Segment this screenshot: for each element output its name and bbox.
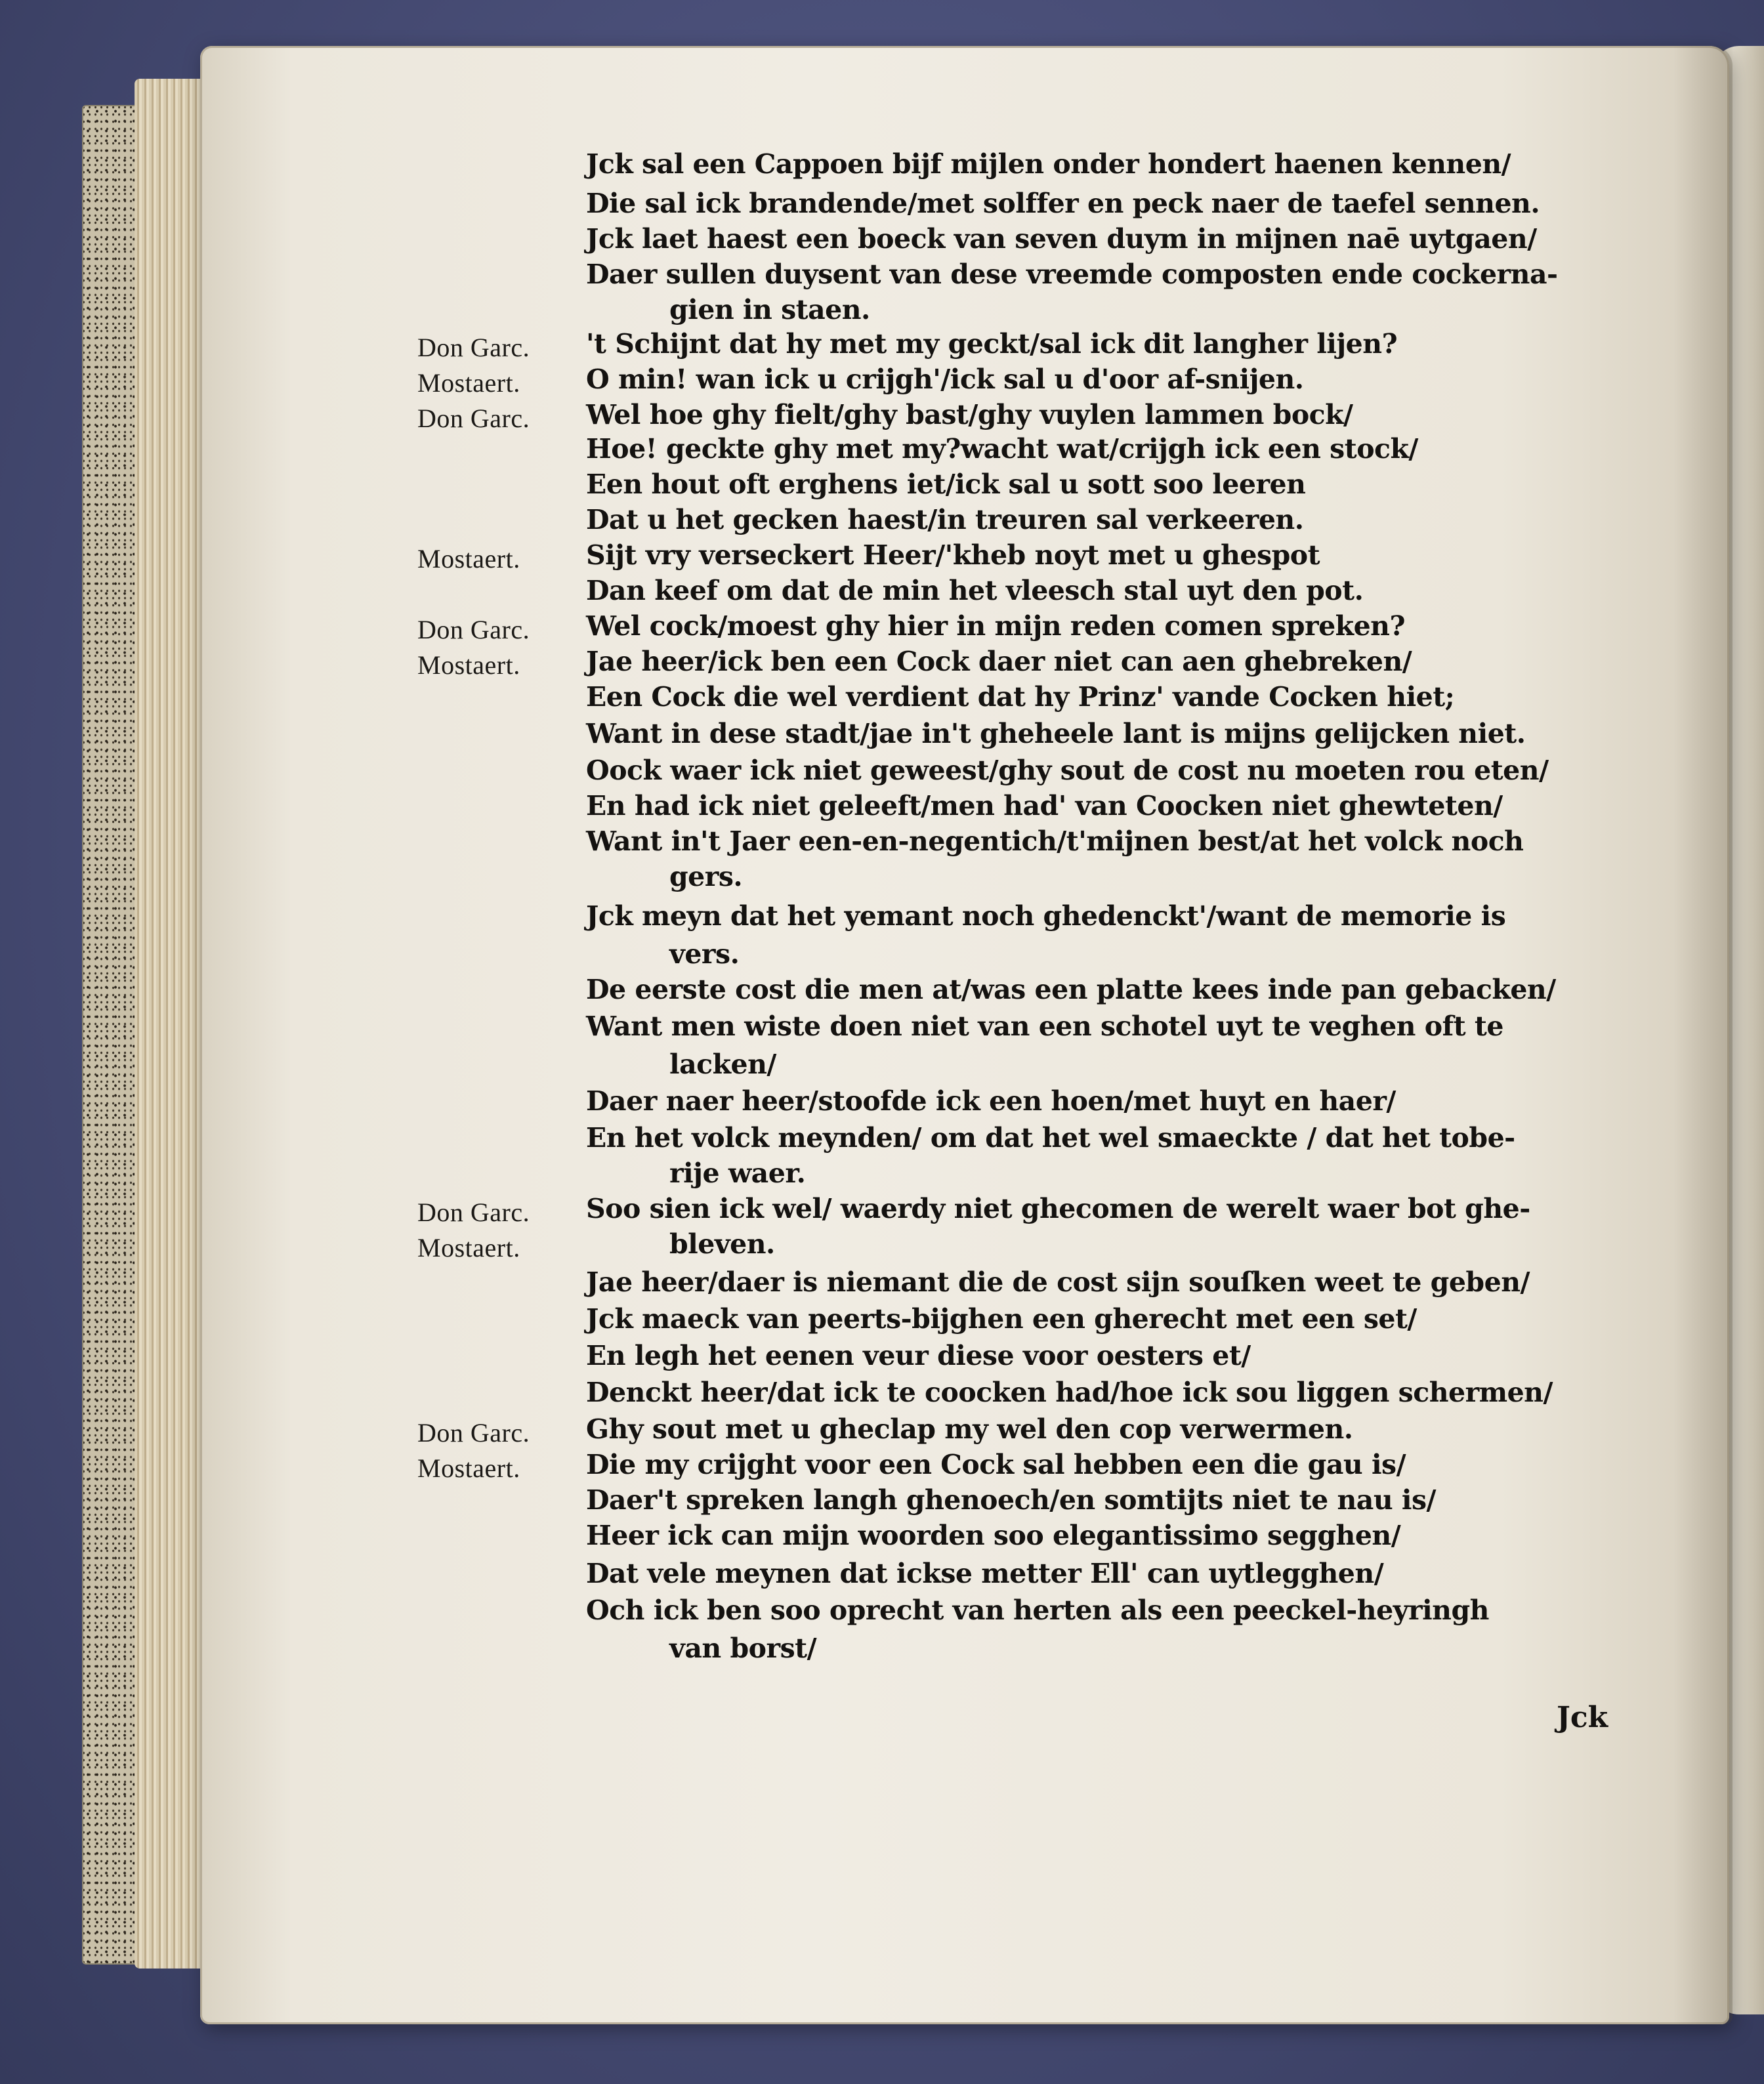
catchword: Jck: [1557, 1701, 1608, 1734]
speaker-name: Don Garc.: [417, 1418, 530, 1448]
speaker-name: Don Garc.: [417, 333, 530, 362]
speaker-name: Mostaert.: [417, 650, 520, 680]
verse-text: Och ick ben soo oprecht van herten als een peeckel-heyringh: [586, 1594, 1489, 1626]
speaker-name: Don Garc.: [417, 615, 530, 644]
verse-line: [0, 938, 1764, 976]
verse-text: Jck sal een Cappoen bijf mijlen onder hondert haenen kennen/: [586, 148, 1511, 180]
verse-line: [0, 646, 1764, 684]
verse-text: rije waer.: [669, 1157, 806, 1189]
verse-text: Hoe! geckte ghy met my?wacht wat/crijgh ick een stock/: [586, 433, 1418, 465]
verse-text: Soo sien ick wel/ waerdy niet ghecomen de werelt waer bot ghe-: [586, 1193, 1530, 1224]
verse-line: [0, 974, 1764, 1012]
verse-line: [0, 1340, 1764, 1378]
verse-text: lacken/: [669, 1049, 776, 1080]
verse-text: Sijt vry verseckert Heer/'kheb noyt met u ghespot: [586, 539, 1320, 571]
verse-text: Dan keef om dat de min het vleesch stal uyt den pot.: [586, 575, 1364, 606]
verse-line: [0, 1377, 1764, 1415]
verse-text: Die my crijght voor een Cock sal hebben een die gau is/: [586, 1449, 1406, 1480]
verse-text: Daer't spreken langh ghenoech/en somtijts niet te nau is/: [586, 1484, 1437, 1516]
speaker-name: Mostaert.: [417, 544, 520, 573]
verse-line: [0, 1085, 1764, 1123]
verse-text: Daer naer heer/stoofde ick een hoen/met huyt en haer/: [586, 1085, 1396, 1117]
verse-line: [0, 861, 1764, 899]
verse-text: Dat u het gecken haest/in treuren sal verkeeren.: [586, 504, 1304, 535]
verse-text: Een Cock die wel verdient dat hy Prinz' vande Cocken hiet;: [586, 681, 1455, 713]
verse-text: Jck laet haest een boeck van seven duym in mijnen naē uytgaen/: [586, 223, 1537, 255]
verse-line: [0, 900, 1764, 938]
verse-line: [0, 1049, 1764, 1087]
verse-text: Wel hoe ghy fielt/ghy bast/ghy vuylen lammen bock/: [586, 399, 1353, 430]
verse-line: [0, 294, 1764, 332]
verse-line: [0, 188, 1764, 226]
verse-line: [0, 1449, 1764, 1487]
verse-line: [0, 610, 1764, 648]
verse-line: [0, 1228, 1764, 1266]
verse-line: [0, 1303, 1764, 1341]
verse-text: bleven.: [669, 1228, 775, 1260]
verse-line: [0, 1157, 1764, 1196]
verse-line: [0, 504, 1764, 542]
verse-text: Jae heer/ick ben een Cock daer niet can aen ghebreken/: [586, 646, 1412, 677]
verse-text: Want men wiste doen niet van een schotel uyt te veghen oft te: [586, 1011, 1503, 1042]
verse-text: Jck maeck van peerts-bijghen een gherecht met een set/: [586, 1303, 1417, 1335]
verse-line: [0, 328, 1764, 366]
verse-text: Jae heer/daer is niemant die de cost sijn souſken weet te geben/: [586, 1266, 1530, 1298]
verse-line: [0, 223, 1764, 261]
verse-text: 't Schijnt dat hy met my geckt/sal ick dit langher lijen?: [586, 328, 1398, 360]
verse-line: [0, 259, 1764, 297]
verse-text: Dat vele meynen dat ickse metter Ell' can uytlegghen/: [586, 1558, 1384, 1589]
verse-line: [0, 755, 1764, 793]
verse-line: [0, 1633, 1764, 1671]
verse-line: [0, 1011, 1764, 1049]
verse-text: Een hout oft erghens iet/ick sal u sott soo leeren: [586, 469, 1306, 500]
verse-line: [0, 433, 1764, 471]
verse-line: [0, 148, 1764, 186]
verse-line: [0, 575, 1764, 613]
verse-line: [0, 399, 1764, 437]
verse-text: Want in dese stadt/jae in't gheheele lant is mijns gelijcken niet.: [586, 718, 1526, 749]
verse-text: O min! wan ick u crijgh'/ick sal u d'oor af-snijen.: [586, 364, 1304, 395]
verse-line: [0, 790, 1764, 828]
verse-line: [0, 1193, 1764, 1231]
verse-line: [0, 539, 1764, 577]
verse-line: [0, 825, 1764, 864]
verse-text: gers.: [669, 861, 743, 892]
verse-text: En legh het eenen veur diese voor oesters et/: [586, 1340, 1251, 1371]
verse-line: [0, 718, 1764, 756]
verse-text: Want in't Jaer een-en-negentich/t'mijnen best/at het volck noch: [586, 825, 1524, 857]
verse-text: De eerste cost die men at/was een platte kees inde pan gebacken/: [586, 974, 1556, 1005]
verse-text: Die sal ick brandende/met solffer en peck naer de taefel sennen.: [586, 188, 1540, 219]
speaker-name: Mostaert.: [417, 368, 520, 398]
verse-text: Heer ick can mijn woorden soo elegantissimo segghen/: [586, 1520, 1401, 1551]
verse-text: En het volck meynden/ om dat het wel smaeckte / dat het tobe-: [586, 1122, 1515, 1154]
verse-line: [0, 681, 1764, 719]
verse-text: Ghy sout met u gheclap my wel den cop verwermen.: [586, 1413, 1353, 1445]
verse-line: [0, 1558, 1764, 1596]
verse-text: Jck meyn dat het yemant noch ghedenckt'/want de memorie is: [586, 900, 1506, 932]
verse-line: [0, 1266, 1764, 1304]
verse-line: [0, 1484, 1764, 1522]
verse-line: [0, 1520, 1764, 1558]
speaker-name: Mostaert.: [417, 1453, 520, 1483]
verse-text: Oock waer ick niet geweest/ghy sout de cost nu moeten rou eten/: [586, 755, 1549, 786]
verse-text: Wel cock/moest ghy hier in mijn reden comen spreken?: [586, 610, 1406, 642]
verse-text: vers.: [669, 938, 740, 970]
speaker-name: Mostaert.: [417, 1233, 520, 1262]
verse-line: [0, 364, 1764, 402]
verse-line: [0, 1594, 1764, 1633]
speaker-name: Don Garc.: [417, 1198, 530, 1227]
verse-text: En had ick niet geleeft/men had' van Coocken niet ghewteten/: [586, 790, 1503, 822]
verse-line: [0, 1122, 1764, 1160]
verse-line: [0, 469, 1764, 507]
verse-text: van borst/: [669, 1633, 817, 1664]
verse-text: Denckt heer/dat ick te coocken had/hoe ick sou liggen schermen/: [586, 1377, 1553, 1408]
verse-line: [0, 1413, 1764, 1451]
verse-text: gien in staen.: [669, 294, 870, 325]
verse-text: Daer sullen duysent van dese vreemde composten ende cockerna-: [586, 259, 1558, 290]
speaker-name: Don Garc.: [417, 404, 530, 433]
